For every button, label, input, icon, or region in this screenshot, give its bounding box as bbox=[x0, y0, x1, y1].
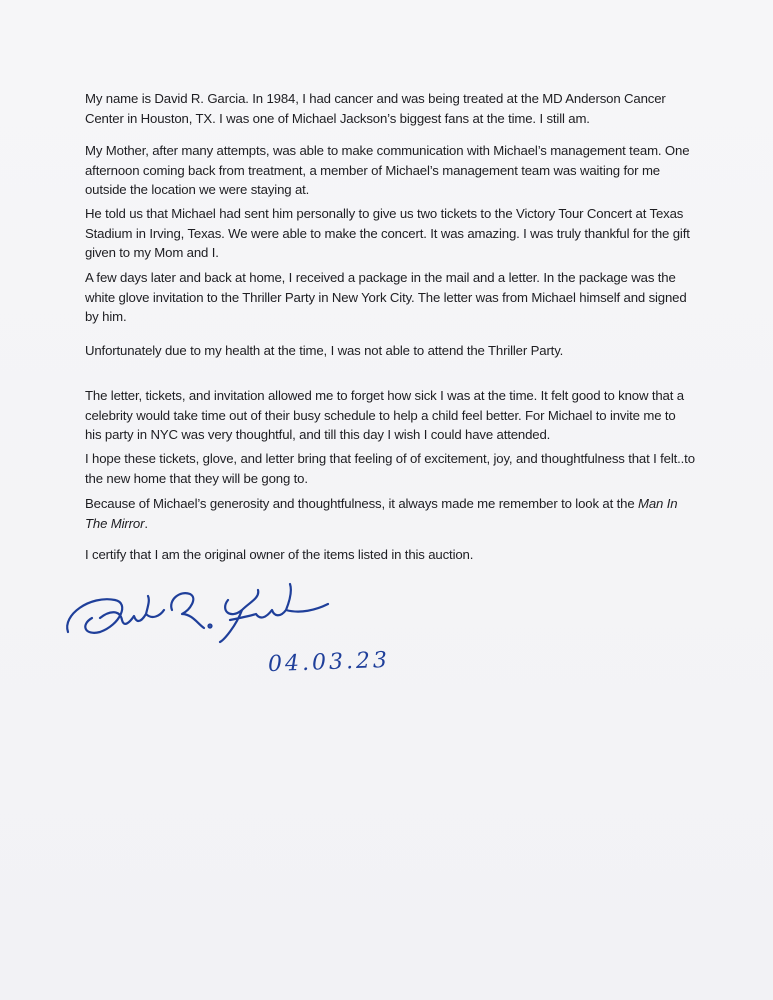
closing-suffix: . bbox=[144, 515, 148, 531]
paragraph-mother: My Mother, after many attempts, was able to make communication with Michael’s management team. One afternoon coming back from treatment, a member of Michael’s management team was waiting for me outside the location we were staying at. bbox=[85, 143, 690, 197]
paragraph-tickets: He told us that Michael had sent him personally to give us two tickets to the Victory Tour Concert at Texas Stadium in Irving, Texas. We were able to make the concert. It was amazing. I was truly thankful for the gift given to my Mom and I. bbox=[85, 206, 690, 260]
signature-date: 04.03.23 bbox=[267, 647, 391, 678]
handwritten-signature bbox=[60, 570, 340, 650]
paragraph-intro: My name is David R. Garcia. In 1984, I had cancer and was being treated at the MD Anderson Cancer Center in Houston, TX. I was one of Michael Jackson’s biggest fans at the time. I still am. bbox=[85, 91, 666, 126]
paragraph-certification: I certify that I am the original owner of the items listed in this auction. bbox=[85, 547, 474, 562]
paragraph-health: Unfortunately due to my health at the time, I was not able to attend the Thriller Party. bbox=[85, 343, 564, 358]
paragraph-hope: I hope these tickets, glove, and letter bring that feeling of of excitement, joy, and thoughtfulness that I felt..to the new home that they will be gong to. bbox=[85, 451, 695, 486]
paragraph-package: A few days later and back at home, I received a package in the mail and a letter. In the package was the white glove invitation to the Thriller Party in New York City. The letter was from Michael himself and signed by him. bbox=[85, 270, 687, 324]
paragraph-feeling: The letter, tickets, and invitation allowed me to forget how sick I was at the time. It felt good to know that a celebrity would take time out of their busy schedule to help a child feel better. For Michael to invite me to his party in NYC was very thoughtful, and till this day I wish I could have attended. bbox=[85, 388, 684, 442]
closing-italic: Man In The Mirror bbox=[85, 496, 678, 531]
paragraph-closing bbox=[85, 494, 695, 533]
closing-text: Because of Michael’s generosity and thoughtfulness, it always made me remember to look at the bbox=[85, 496, 639, 511]
